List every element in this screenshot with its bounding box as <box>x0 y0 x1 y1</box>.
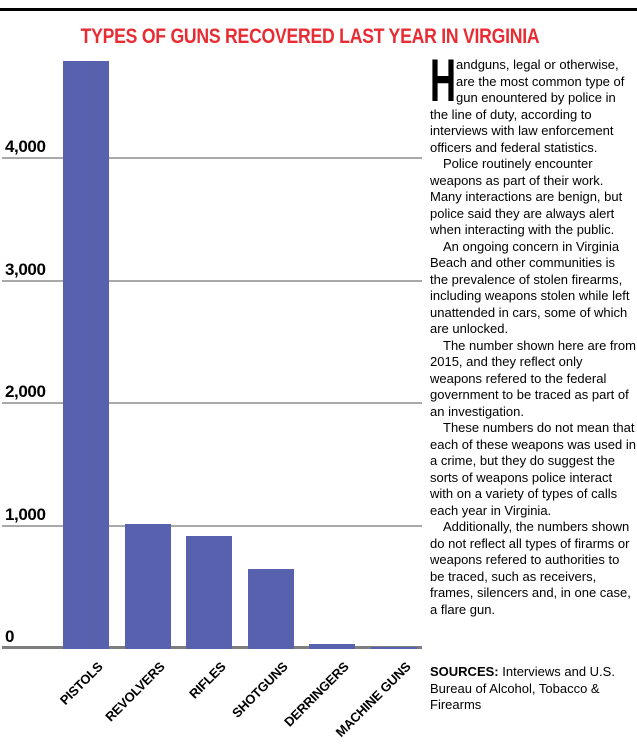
sources-text: Interviews and U.S. Bureau of Alcohol, Tobacco & Firearms <box>430 664 615 712</box>
x-category-label-machine-guns: MACHINE GUNS <box>332 659 414 740</box>
article-text <box>430 47 636 618</box>
sources-label: SOURCES: <box>430 664 499 679</box>
article-paragraph: Additionally, the numbers shown do not reflect all types of firarms or weapons refered to authorities to be traced, such as receivers, frames, silencers and, in one case, a flare gun. <box>430 519 631 617</box>
article-paragraph: An ongoing concern in Virginia Beach and other communities is the prevalence of stolen firearms, including weapons stolen while left unattended in cars, some of which are unlocked. <box>430 238 630 336</box>
y-tick-label-3000: 3,000 <box>5 259 46 279</box>
y-tick-label-4000: 4,000 <box>5 137 46 156</box>
bar-rifles <box>186 536 232 649</box>
bar-machine-guns <box>371 647 417 649</box>
x-category-label-shotguns: SHOTGUNS <box>228 659 291 721</box>
chart-title: TYPES OF GUNS RECOVERED LAST YEAR IN VIRGINIA <box>80 25 540 48</box>
y-tick-label-2000: 2,000 <box>5 382 46 401</box>
bar-shotguns <box>248 569 294 649</box>
drop-cap: H <box>430 47 457 114</box>
x-category-label-rifles: RIFLES <box>186 659 229 702</box>
x-category-label-derringers: DERRINGERS <box>281 659 352 730</box>
bar-derringers <box>309 644 355 649</box>
y-tick-label-0: 0 <box>5 627 15 646</box>
article-paragraph: The number shown here are from 2015, and they reflect only weapons refered to the federal government to be traced as part of an investigation. <box>430 337 636 419</box>
article-paragraph: These numbers do not mean that each of these weapons was used in a crime, but they do suggest the sorts of weapons police interact with on a variety of types of calls each year in Virginia. <box>430 420 636 518</box>
article-paragraph: Police routinely encounter weapons as part of their work. Many interactions are benign, but police said they are always alert when interacting with the public. <box>430 156 623 237</box>
x-category-label-pistols: PISTOLS <box>56 659 106 708</box>
y-tick-label-1000: 1,000 <box>5 504 46 524</box>
sources-note <box>430 664 636 714</box>
bar-revolvers <box>125 524 171 649</box>
x-category-label-revolvers: REVOLVERS <box>101 659 168 725</box>
bar-pistols <box>63 61 109 649</box>
article-paragraph: Handguns, legal or otherwise, are the most common type of gun enountered by police in the line of duty, according to interviews with law enforcement officers and federal statistics. <box>430 47 625 155</box>
top-rule <box>0 8 637 11</box>
